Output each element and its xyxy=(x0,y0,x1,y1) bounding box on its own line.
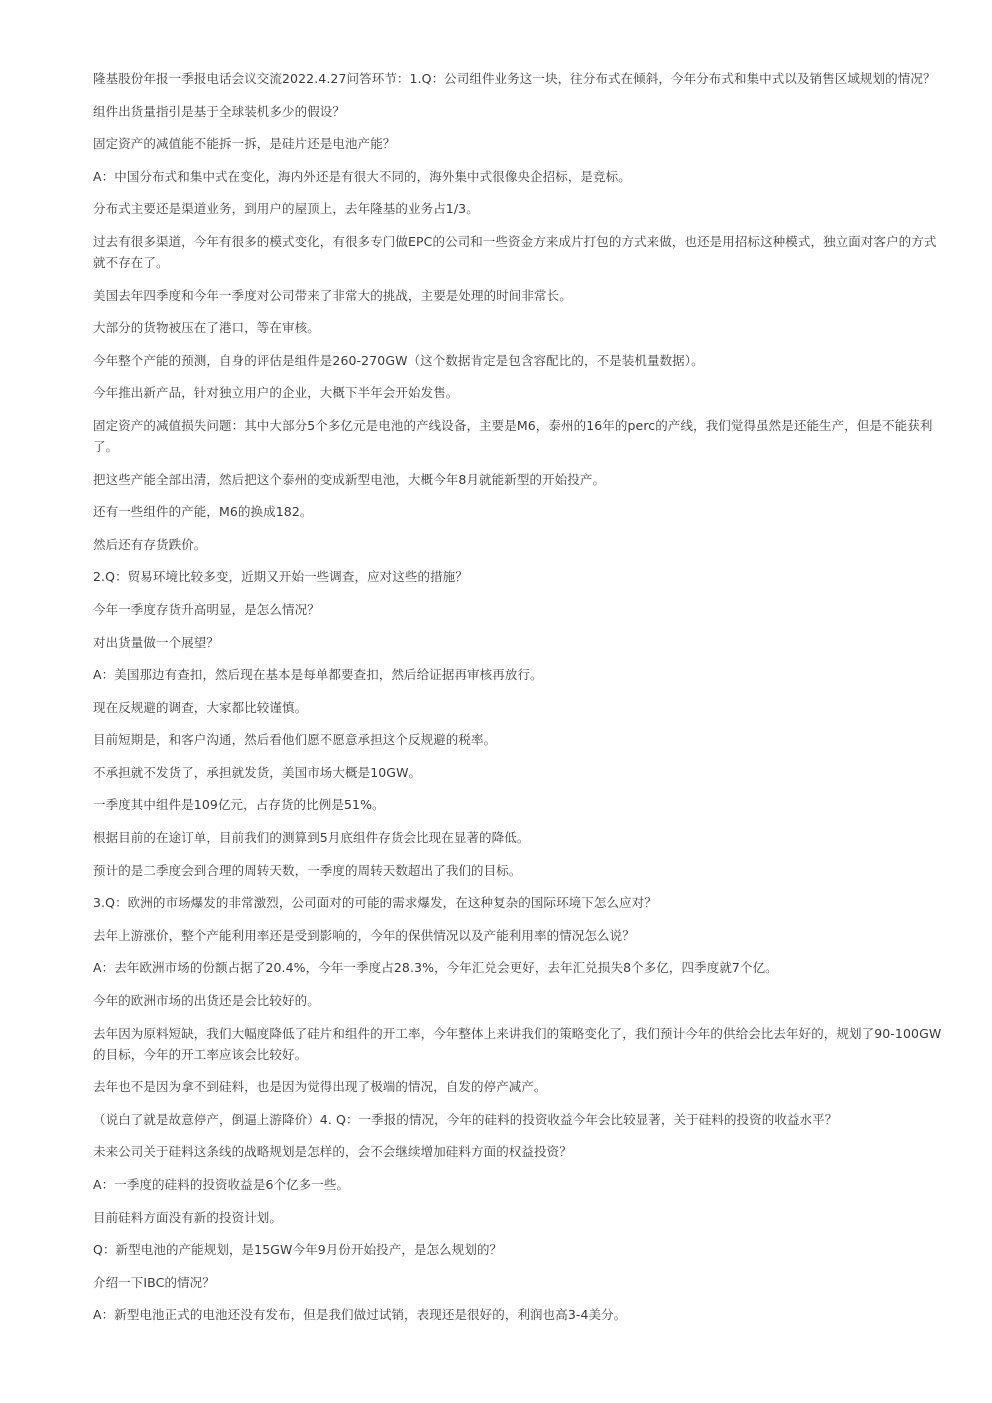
paragraph: 今年推出新产品，针对独立用户的企业，大概下半年会开始发售。 xyxy=(93,385,459,401)
paragraph: 去年也不是因为拿不到硅料，也是因为觉得出现了极端的情况，自发的停产减产。 xyxy=(93,1079,547,1095)
paragraph: 2.Q：贸易环境比较多变，近期又开始一些调查，应对这些的措施？ xyxy=(93,569,468,585)
paragraph: A：一季度的硅料的投资收益是6个亿多一些。 xyxy=(93,1177,350,1192)
paragraph: 未来公司关于硅料这条线的战略规划是怎样的，会不会继续增加硅料方面的权益投资？ xyxy=(93,1144,572,1160)
paragraph: A：去年欧洲市场的份额占据了20.4%，今年一季度占28.3%，今年汇兑会更好，去年汇兑损失8个多亿，四季度就7个亿。 xyxy=(93,960,778,976)
paragraph: 现在反规避的调查，大家都比较谨慎。 xyxy=(93,699,308,715)
paragraph: 一季度其中组件是109亿元，占存货的比例是51%。 xyxy=(93,797,385,813)
paragraph: 目前短期是，和客户沟通，然后看他们愿不愿意承担这个反规避的税率。 xyxy=(93,732,497,748)
paragraph: 去年因为原料短缺，我们大幅度降低了硅片和组件的开工率，今年整体上来讲我们的策略变化了，我们预计今年的供给会比去年好的，规划了90-100GW的目标，今年的开工率应该会比较好。 xyxy=(93,1025,942,1062)
paragraph: A：新型电池正式的电池还没有发布，但是我们做过试销，表现还是很好的，利润也高3-4美分。 xyxy=(93,1307,627,1323)
paragraph: 然后还有存货跌价。 xyxy=(93,536,207,552)
paragraph: 把这些产能全部出清，然后把这个泰州的变成新型电池，大概今年8月就能新型的开始投产。 xyxy=(93,471,606,487)
paragraph: A：中国分布式和集中式在变化，海内外还是有很大不同的，海外集中式很像央企招标，是竞标。 xyxy=(93,168,631,184)
paragraph: A：美国那边有查扣，然后现在基本是每单都要查扣，然后给证据再审核再放行。 xyxy=(93,667,543,683)
paragraph: 美国去年四季度和今年一季度对公司带来了非常大的挑战，主要是处理的时间非常长。 xyxy=(93,287,572,303)
paragraph: 固定资产的减值能不能拆一拆，是硅片还是电池产能？ xyxy=(93,136,396,152)
paragraph: 还有一些组件的产能，M6的换成182。 xyxy=(93,504,313,520)
paragraph: Q：新型电池的产能规划，是15GW今年9月份开始投产，是怎么规划的？ xyxy=(93,1242,503,1258)
paragraph: 根据目前的在途订单，目前我们的测算到5月底组件存货会比现在显著的降低。 xyxy=(93,830,530,846)
paragraph: 不承担就不发货了，承担就发货，美国市场大概是10GW。 xyxy=(93,764,422,780)
paragraph: 今年的欧洲市场的出货还是会比较好的。 xyxy=(93,993,320,1009)
paragraph: 介绍一下IBC的情况？ xyxy=(93,1274,215,1290)
paragraph: 目前硅料方面没有新的投资计划。 xyxy=(93,1209,283,1225)
paragraph: 过去有很多渠道，今年有很多的模式变化，有很多专门做EPC的公司和一些资金方来成片打包的方式来做，也还是用招标这种模式，独立面对客户的方式就不存在了。 xyxy=(93,233,937,270)
paragraph: 大部分的货物被压在了港口，等在审核。 xyxy=(93,320,320,336)
paragraph: 隆基股份年报一季报电话会议交流2022.4.27问答环节：1.Q：公司组件业务这一块，往分布式在倾斜，今年分布式和集中式以及销售区域规划的情况？ xyxy=(93,71,936,86)
paragraph: （说白了就是故意停产，倒逼上游降价）4. Q：一季报的情况，今年的硅料的投资收益今年会比较显著，关于硅料的投资的收益水平？ xyxy=(93,1111,838,1127)
paragraph: 预计的是二季度会到合理的周转天数，一季度的周转天数超出了我们的目标。 xyxy=(93,862,522,878)
paragraph: 对出货量做一个展望？ xyxy=(93,634,220,650)
paragraph: 今年整个产能的预测，自身的评估是组件是260-270GW（这个数据肯定是包含容配比的，不是装机量数据）。 xyxy=(93,352,704,368)
paragraph: 组件出货量指引是基于全球装机多少的假设？ xyxy=(93,103,346,119)
paragraph: 今年一季度存货升高明显，是怎么情况？ xyxy=(93,601,320,617)
paragraph: 3.Q：欧洲的市场爆发的非常激烈，公司面对的可能的需求爆发，在这种复杂的国际环境下怎么应对？ xyxy=(93,895,657,911)
document-body xyxy=(93,68,945,1337)
paragraph: 去年上游涨价，整个产能利用率还是受到影响的，今年的保供情况以及产能利用率的情况怎么说？ xyxy=(93,927,635,943)
paragraph: 分布式主要还是渠道业务，到用户的屋顶上，去年隆基的业务占1/3。 xyxy=(93,201,479,217)
paragraph: 固定资产的减值损失问题：其中大部分5个多亿元是电池的产线设备，主要是M6，泰州的16年的perc的产线，我们觉得虽然是还能生产，但是不能获利了。 xyxy=(93,417,933,454)
